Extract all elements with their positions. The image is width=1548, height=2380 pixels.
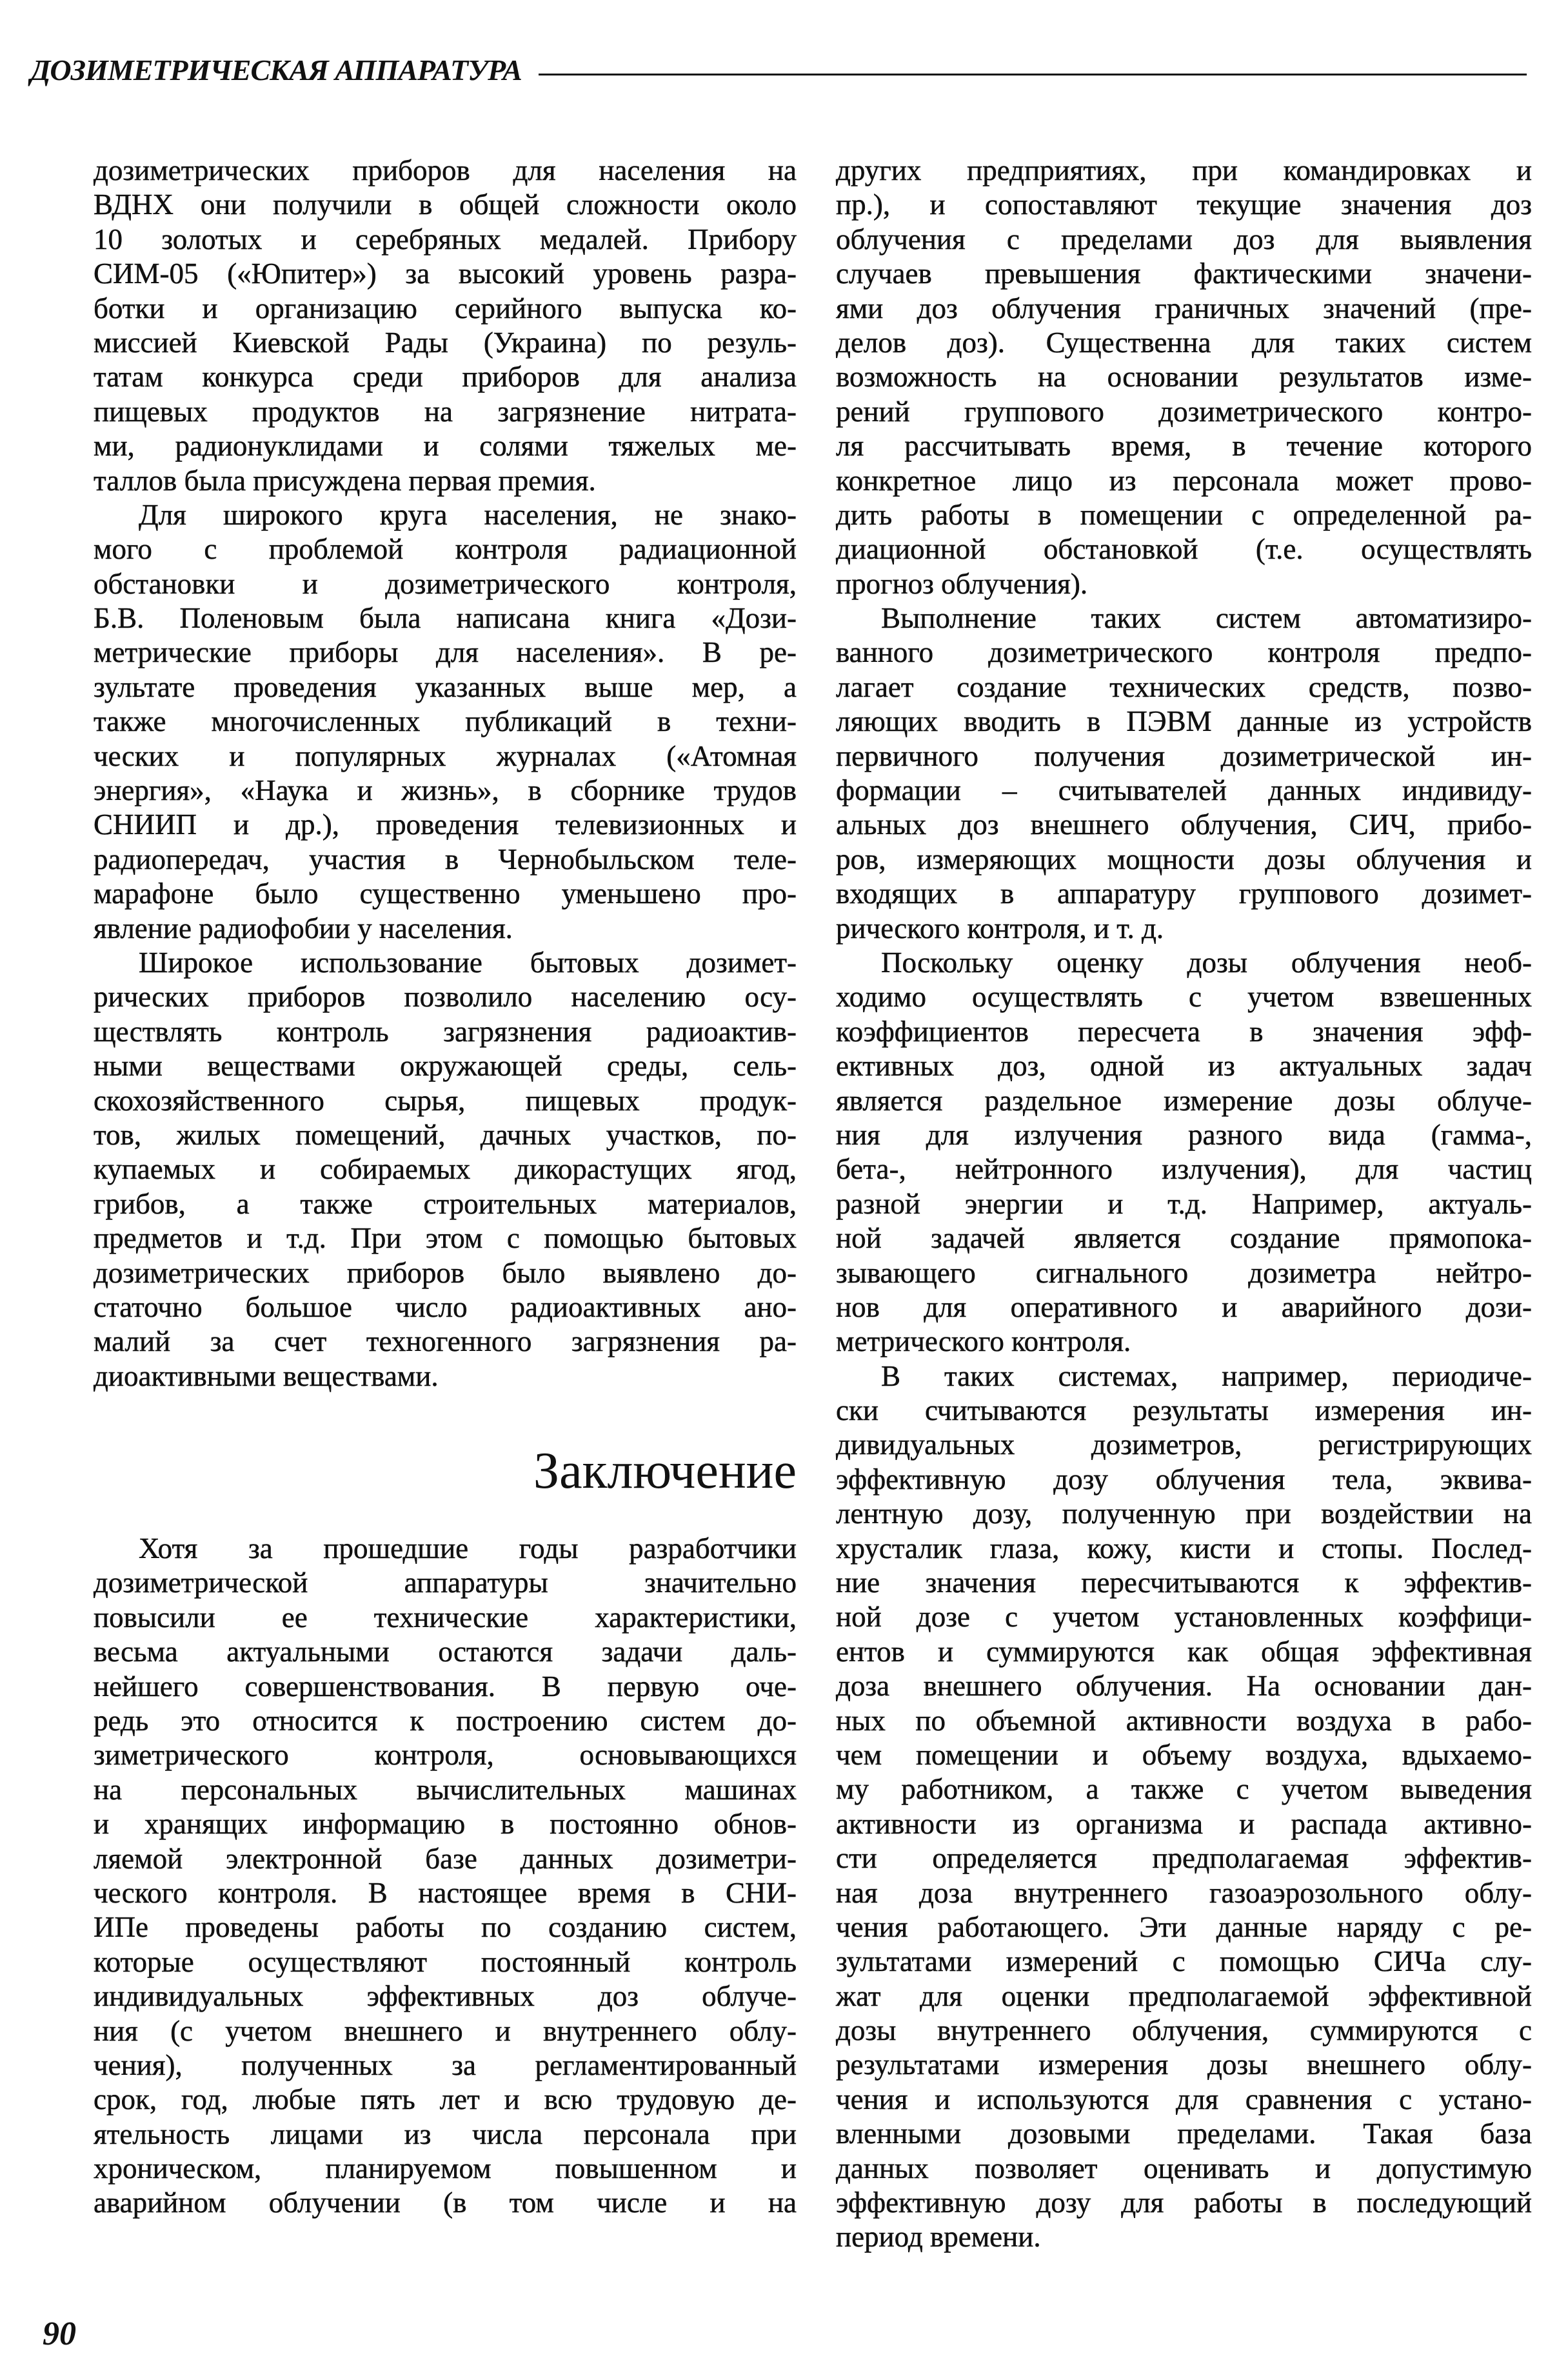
text-line: диационной обстановкой (т.е. осуществлять [836,533,1532,566]
text-line: Хотя за прошедшие годы разработчики [139,1532,797,1565]
text-line: рений группового дозиметрического контро- [836,395,1532,428]
text-line: дозиметрической аппаратуры значительно [94,1566,797,1599]
text-line: и хранящих информацию в постоянно обнов- [94,1808,797,1841]
text-line: ния для излучения разного вида (гамма-, [836,1118,1532,1151]
text-line: му работником, а также с учетом выведения [836,1773,1532,1806]
text-line: прогноз облучения). [836,567,1088,600]
text-line: метрического контроля. [836,1325,1131,1358]
text-line: делов доз). Существенна для таких систем [836,326,1532,359]
text-line: срок, год, любые пять лет и всю трудовую де- [94,2083,797,2116]
text-line: метрические приборы для населения». В ре- [94,636,797,669]
text-line: Для широкого круга населения, не знако- [139,498,797,531]
text-line: ческого контроля. В настоящее время в СНИ- [94,1876,797,1909]
text-line: миссией Киевской Рады (Украина) по резуль- [94,326,797,359]
text-line: конкретное лицо из персонала может прово- [836,464,1532,497]
text-line: таллов была присуждена первая премия. [94,464,596,497]
text-line: Поскольку оценку дозы облучения необ- [881,946,1532,979]
text-line: энергия», «Наука и жизнь», в сборнике трудов [94,774,797,807]
text-line: ИПе проведены работы по созданию систем, [94,1911,797,1944]
text-line: период времени. [836,2221,1041,2254]
text-line: ски считываются результаты измерения ин- [836,1394,1532,1427]
text-line: чения работающего. Эти данные наряду с ре- [836,1910,1532,1943]
text-line: обстановки и дозиметрического контроля, [94,567,797,600]
text-line: ективных доз, одной из актуальных задач [836,1050,1532,1083]
section-title: Заключение [533,1443,797,1500]
text-line: хроническом, планируемом повышенном и [94,2152,797,2185]
text-line: явление радиофобии у населения. [94,912,513,945]
text-line: возможность на основании результатов изме- [836,361,1532,394]
text-line: Широкое использование бытовых дозимет- [139,946,797,979]
text-line: разной энергии и т.д. Например, актуаль- [836,1187,1532,1220]
text-line: дозиметрических приборов было выявлено до- [94,1256,797,1289]
left-column [94,154,797,2221]
text-line: ных по объемной активности воздуха в рабо- [836,1704,1532,1737]
text-line: зывающего сигнального дозиметра нейтро- [836,1256,1532,1289]
header-rule [539,74,1527,75]
text-line: дозы внутреннего облучения, суммируются с [836,2014,1532,2047]
text-line: 10 золотых и серебряных медалей. Прибору [94,223,797,255]
text-line: случаев превышения фактическими значени- [836,257,1532,290]
paragraph [94,154,797,498]
text-line: грибов, а также строительных материалов, [94,1187,797,1220]
text-line: весьма актуальными остаются задачи даль- [94,1635,797,1668]
text-line: эффективную дозу облучения тела, эквива- [836,1463,1532,1495]
text-line: лентную дозу, полученную при воздействии на [836,1497,1532,1530]
text-line: ными веществами окружающей среды, сель- [94,1050,797,1083]
text-line: рического контроля, и т. д. [836,912,1164,945]
text-line: В таких системах, например, периодиче- [881,1359,1532,1392]
text-line: формации – считывателей данных индивиду- [836,774,1532,807]
text-line: активности из организма и распада активно- [836,1807,1532,1840]
section-heading [94,1394,797,1532]
text-line: зиметрического контроля, основывающихся [94,1739,797,1772]
text-line: жат для оценки предполагаемой эффективной [836,1979,1532,2012]
text-line: СНИИП и др.), проведения телевизионных и [94,808,797,841]
text-line: ние значения пересчитываются к эффектив- [836,1566,1532,1599]
text-line: СИМ-05 («Юпитер») за высокий уровень разра- [94,257,797,290]
text-line: ентов и суммируются как общая эффективная [836,1635,1532,1668]
text-line: ной дозе с учетом установленных коэффици- [836,1601,1532,1634]
text-line: лагает создание технических средств, позво- [836,670,1532,703]
text-line: которые осуществляют постоянный контроль [94,1945,797,1978]
right-column [836,154,1532,2255]
text-line: ров, измеряющих мощности дозы облучения и [836,843,1532,875]
text-line: ятельность лицами из числа персонала при [94,2117,797,2150]
paragraph [94,1532,797,2221]
text-line: марафоне было существенно уменьшено про- [94,877,797,910]
text-line: нов для оперативного и аварийного дози- [836,1290,1532,1323]
text-line: ВДНХ они получили в общей сложности около [94,188,797,221]
text-line: дивидуальных дозиметров, регистрирующих [836,1428,1532,1461]
text-line: статочно большое число радиоактивных ано- [94,1290,797,1323]
text-line: других предприятиях, при командировках и [836,154,1532,186]
text-line: эффективную дозу для работы в последующий [836,2186,1532,2219]
text-line: чем помещении и объему воздуха, вдыхаемо- [836,1738,1532,1771]
text-line: чения), полученных за регламентированный [94,2048,797,2081]
text-line: ми, радионуклидами и солями тяжелых ме- [94,430,797,463]
running-head-title: ДОЗИМЕТРИЧЕСКАЯ АППАРАТУРА [30,54,522,86]
text-line: ществлять контроль загрязнения радиоактив- [94,1015,797,1048]
text-line: ческих и популярных журналах («Атомная [94,739,797,772]
text-line: пр.), и сопоставляют текущие значения доз [836,188,1532,221]
text-line: мого с проблемой контроля радиационной [94,533,797,566]
text-line: на персональных вычислительных машинах [94,1773,797,1806]
text-line: Б.В. Поленовым была написана книга «Дози- [94,602,797,635]
text-line: купаемых и собираемых дикорастущих ягод, [94,1153,797,1186]
text-line: нейшего совершенствования. В первую оче- [94,1670,797,1703]
text-line: также многочисленных публикаций в техни- [94,705,797,738]
text-line: зультате проведения указанных выше мер, а [94,670,797,703]
text-line: ванного дозиметрического контроля предпо- [836,636,1532,669]
text-line: коэффициентов пересчета в значения эфф- [836,1015,1532,1048]
text-line: ля рассчитывать время, в течение которого [836,430,1532,463]
text-line: вленными дозовыми пределами. Такая база [836,2117,1532,2150]
paragraph [836,601,1532,946]
text-line: ходимо осуществлять с учетом взвешенных [836,981,1532,1014]
text-line: результатами измерения дозы внешнего облу- [836,2048,1532,2081]
page-number: 90 [43,2315,76,2352]
text-line: диоактивными веществами. [94,1359,439,1392]
text-line: ями доз облучения граничных значений (пре- [836,292,1532,325]
text-line: рических приборов позволило населению осу- [94,981,797,1014]
text-line: аварийном облучении (в том числе и на [94,2186,797,2219]
text-line: пищевых продуктов на загрязнение нитрата- [94,395,797,428]
text-line: данных позволяет оценивать и допустимую [836,2152,1532,2185]
text-line: ляющих вводить в ПЭВМ данные из устройств [836,705,1532,738]
text-line: редь это относится к построению систем до- [94,1705,797,1737]
text-line: первичного получения дозиметрической ин- [836,739,1532,772]
paragraph [94,498,797,946]
text-line: ния (с учетом внешнего и внутреннего облу- [94,2014,797,2047]
text-line: малий за счет техногенного загрязнения ра- [94,1325,797,1358]
text-line: альных доз внешнего облучения, СИЧ, прибо- [836,808,1532,841]
text-line: татам конкурса среди приборов для анализа [94,361,797,394]
text-line: доза внешнего облучения. На основании дан- [836,1670,1532,1703]
text-line: хрусталик глаза, кожу, кисти и стопы. Послед- [836,1532,1532,1565]
text-line: ляемой электронной базе данных дозиметри- [94,1842,797,1875]
text-line: зультатами измерений с помощью СИЧа слу- [836,1945,1532,1978]
text-line: Выполнение таких систем автоматизиро- [881,602,1532,635]
text-line: чения и используются для сравнения с устано- [836,2083,1532,2115]
text-line: облучения с пределами доз для выявления [836,223,1532,255]
text-line: ная доза внутреннего газоаэрозольного облу- [836,1876,1532,1909]
text-line: сти определяется предполагаемая эффектив- [836,1842,1532,1875]
text-line: бета-, нейтронного излучения), для частиц [836,1153,1532,1186]
text-line: предметов и т.д. При этом с помощью бытовых [94,1222,797,1255]
text-line: индивидуальных эффективных доз облуче- [94,1980,797,2013]
text-line: дить работы в помещении с определенной ра- [836,498,1532,531]
paragraph [836,1359,1532,2255]
paragraph [836,946,1532,1359]
text-line: радиопередач, участия в Чернобыльском теле- [94,843,797,875]
text-line: тов, жилых помещений, дачных участков, по- [94,1118,797,1151]
text-line: является раздельное измерение дозы облуче- [836,1084,1532,1117]
text-line: ботки и организацию серийного выпуска ко- [94,292,797,325]
text-line: дозиметрических приборов для населения на [94,154,797,186]
text-line: повысили ее технические характеристики, [94,1601,797,1634]
paragraph [94,946,797,1394]
text-line: входящих в аппаратуру группового дозимет- [836,877,1532,910]
text-line: скохозяйственного сырья, пищевых продук- [94,1084,797,1117]
paragraph [836,154,1532,601]
text-line: ной задачей является создание прямопока- [836,1222,1532,1255]
